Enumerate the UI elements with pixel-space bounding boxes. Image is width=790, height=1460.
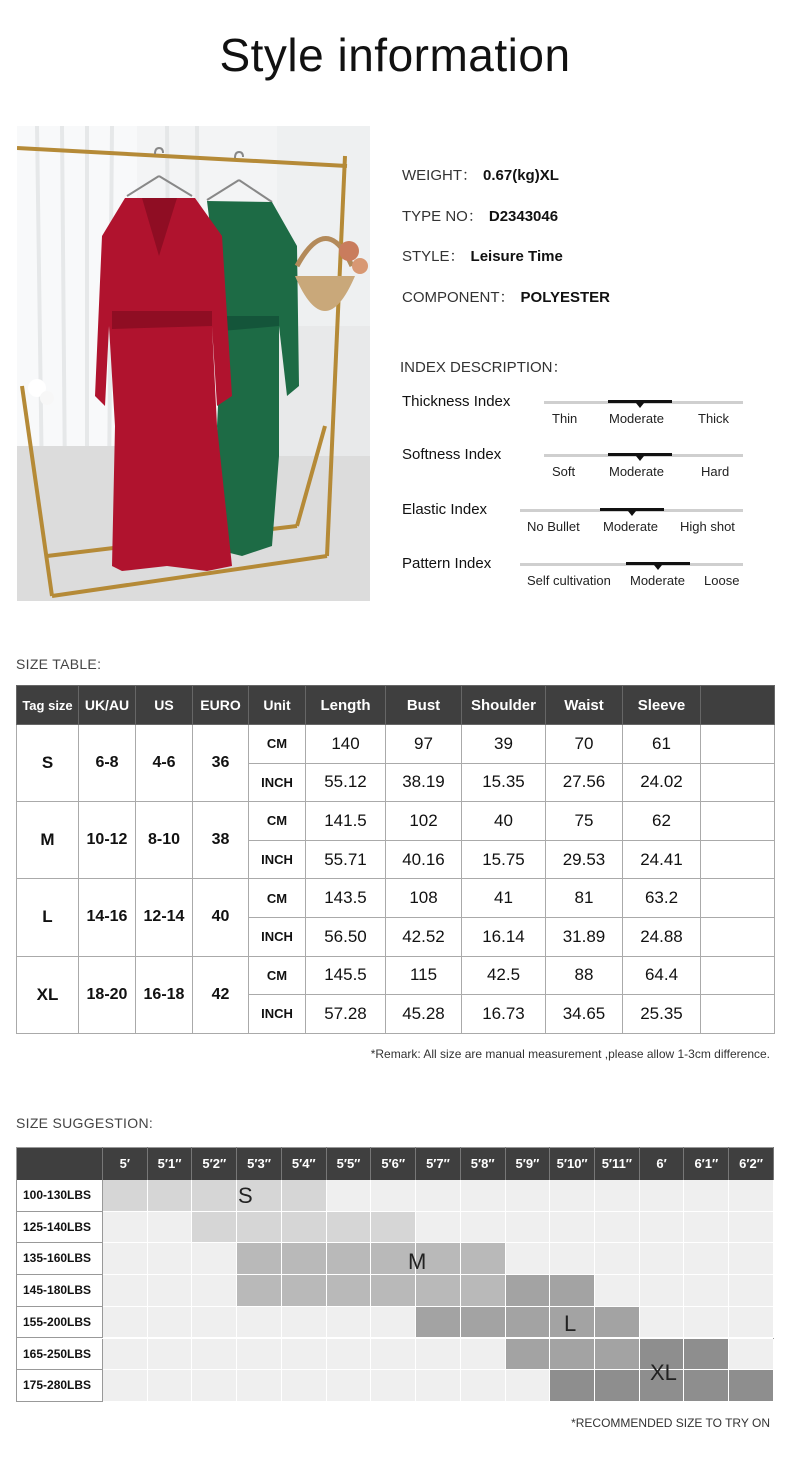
cell-bust: 45.28 — [386, 995, 462, 1034]
grid-cell-l — [506, 1275, 551, 1307]
grid-cell — [595, 1243, 640, 1275]
size-euro: 36 — [193, 725, 249, 802]
cell-length: 140 — [306, 725, 386, 764]
grid-cell — [729, 1212, 774, 1244]
grid-cell-l — [595, 1339, 640, 1371]
pattern-option-moderate: Moderate — [630, 573, 685, 588]
height-header: 5′2″ — [192, 1147, 237, 1180]
grid-cell — [640, 1212, 685, 1244]
thickness-option-moderate: Moderate — [609, 411, 664, 426]
grid-cell — [729, 1275, 774, 1307]
thickness-option-thick: Thick — [698, 411, 730, 426]
grid-cell — [416, 1180, 461, 1212]
elastic-index-pointer — [628, 511, 636, 516]
grid-cell-m — [371, 1275, 416, 1307]
size-table-header-row — [17, 686, 775, 725]
cell-blank — [701, 802, 775, 841]
softness-option-hard: Hard — [701, 464, 730, 479]
size-tag: L — [17, 879, 79, 956]
size-euro: 38 — [193, 802, 249, 879]
grid-cell — [103, 1370, 148, 1402]
grid-cell — [282, 1339, 327, 1371]
grid-cell — [103, 1275, 148, 1307]
size-suggestion-grid — [16, 1147, 774, 1402]
grid-cell-l — [550, 1339, 595, 1371]
grid-cell-m — [237, 1243, 282, 1275]
info-style-value: Leisure Time — [470, 248, 563, 265]
grid-cell — [595, 1212, 640, 1244]
unit-inch: INCH — [249, 995, 306, 1034]
header-corner — [16, 1147, 103, 1180]
col-header-blank — [701, 686, 775, 725]
dress-rack-illustration — [17, 126, 370, 601]
cell-sleeve: 24.41 — [623, 840, 701, 879]
grid-cell — [148, 1243, 193, 1275]
cell-waist: 31.89 — [546, 917, 623, 956]
cell-waist: 27.56 — [546, 763, 623, 802]
grid-cell-xl — [595, 1370, 640, 1402]
size-tag: XL — [17, 956, 79, 1033]
grid-cell — [595, 1275, 640, 1307]
elastic-option-moderate: Moderate — [603, 519, 658, 534]
grid-cell — [192, 1339, 237, 1371]
height-header: 5′3″ — [237, 1147, 282, 1180]
info-component — [402, 286, 610, 307]
cell-sleeve: 64.4 — [623, 956, 701, 995]
grid-cell — [461, 1212, 506, 1244]
weight-row-label: 145-180LBS — [16, 1275, 103, 1307]
unit-inch: INCH — [249, 763, 306, 802]
size-tag: M — [17, 802, 79, 879]
pattern-index-label: Pattern Index — [402, 555, 492, 572]
size-euro: 40 — [193, 879, 249, 956]
cell-blank — [701, 840, 775, 879]
grid-cell-m — [237, 1275, 282, 1307]
col-header-length: Length — [306, 686, 386, 725]
cell-shoulder: 42.5 — [462, 956, 546, 995]
grid-cell — [282, 1370, 327, 1402]
cell-shoulder: 16.14 — [462, 917, 546, 956]
cell-length: 145.5 — [306, 956, 386, 995]
grid-cell — [550, 1180, 595, 1212]
grid-cell — [461, 1370, 506, 1402]
info-weight-value: 0.67(kg)XL — [483, 167, 559, 184]
size-zone-label: S — [238, 1183, 253, 1208]
grid-cell-s — [371, 1212, 416, 1244]
softness-option-moderate: Moderate — [609, 464, 664, 479]
grid-cell-s — [327, 1212, 372, 1244]
grid-cell — [506, 1212, 551, 1244]
cell-blank — [701, 725, 775, 764]
size-uk-au: 18-20 — [79, 956, 136, 1033]
unit-inch: INCH — [249, 917, 306, 956]
cell-blank — [701, 917, 775, 956]
grid-cell — [148, 1370, 193, 1402]
grid-cell-s — [237, 1212, 282, 1244]
grid-cell — [640, 1307, 685, 1339]
cell-sleeve: 63.2 — [623, 879, 701, 918]
softness-index-pointer — [636, 456, 644, 461]
weight-row-label: 165-250LBS — [16, 1339, 103, 1371]
height-header: 5′7″ — [416, 1147, 461, 1180]
grid-cell — [550, 1243, 595, 1275]
grid-cell — [103, 1307, 148, 1339]
cell-sleeve: 24.88 — [623, 917, 701, 956]
cell-shoulder: 40 — [462, 802, 546, 841]
size-us: 16-18 — [136, 956, 193, 1033]
table-row — [17, 879, 775, 918]
grid-cell — [506, 1180, 551, 1212]
grid-cell — [327, 1370, 372, 1402]
cell-blank — [701, 879, 775, 918]
cell-sleeve: 61 — [623, 725, 701, 764]
size-table-label: SIZE TABLE: — [16, 656, 102, 672]
col-header-unit: Unit — [249, 686, 306, 725]
pattern-option-loose: Loose — [704, 573, 740, 588]
table-row — [17, 802, 775, 841]
grid-cell-m — [416, 1275, 461, 1307]
size-table — [16, 685, 775, 1034]
grid-cell-s — [148, 1180, 193, 1212]
grid-cell-s — [282, 1180, 327, 1212]
unit-cm: CM — [249, 725, 306, 764]
cell-shoulder: 15.75 — [462, 840, 546, 879]
pattern-option-self-cultivation: Self cultivation — [527, 573, 611, 588]
recommended-size-note: *RECOMMENDED SIZE TO TRY ON — [571, 1416, 770, 1430]
grid-cell — [371, 1339, 416, 1371]
grid-cell — [327, 1339, 372, 1371]
cell-bust: 97 — [386, 725, 462, 764]
cell-blank — [701, 763, 775, 802]
info-type-no — [402, 205, 558, 226]
cell-sleeve: 24.02 — [623, 763, 701, 802]
grid-cell — [103, 1243, 148, 1275]
size-zone-label: L — [564, 1311, 577, 1336]
grid-cell — [684, 1243, 729, 1275]
grid-cell — [148, 1307, 193, 1339]
measurement-remark: *Remark: All size are manual measurement ,please allow 1-3cm difference. — [370, 1047, 770, 1061]
height-header: 5′6″ — [371, 1147, 416, 1180]
cell-length: 143.5 — [306, 879, 386, 918]
grid-cell — [595, 1180, 640, 1212]
elastic-option-high-shot: High shot — [680, 519, 735, 534]
grid-cell — [461, 1339, 506, 1371]
info-weight-label: WEIGHT： — [402, 167, 477, 184]
grid-cell — [148, 1339, 193, 1371]
grid-cell — [237, 1370, 282, 1402]
grid-cell-l — [506, 1307, 551, 1339]
grid-cell-m — [327, 1243, 372, 1275]
grid-cell — [192, 1307, 237, 1339]
info-component-label: COMPONENT： — [402, 289, 515, 306]
weight-row-label: 175-280LBS — [16, 1370, 103, 1402]
size-zone-label: M — [408, 1249, 427, 1274]
cell-waist: 70 — [546, 725, 623, 764]
table-row — [17, 956, 775, 995]
grid-cell — [640, 1180, 685, 1212]
size-us: 4-6 — [136, 725, 193, 802]
grid-cell-m — [461, 1243, 506, 1275]
height-header: 5′1″ — [148, 1147, 193, 1180]
cell-length: 56.50 — [306, 917, 386, 956]
grid-cell — [371, 1307, 416, 1339]
softness-option-soft: Soft — [552, 464, 576, 479]
cell-waist: 34.65 — [546, 995, 623, 1034]
grid-cell — [327, 1180, 372, 1212]
col-header-euro: EURO — [193, 686, 249, 725]
info-weight — [402, 164, 559, 185]
info-type-no-value: D2343046 — [488, 208, 559, 225]
thickness-index-pointer — [636, 403, 644, 408]
grid-cell — [371, 1370, 416, 1402]
size-euro: 42 — [193, 956, 249, 1033]
col-header-uk-au: UK/AU — [79, 686, 136, 725]
col-header-bust: Bust — [386, 686, 462, 725]
page-title: Style information — [219, 29, 571, 81]
elastic-option-no-bullet: No Bullet — [527, 519, 580, 534]
grid-cell-l — [416, 1307, 461, 1339]
grid-cell — [461, 1180, 506, 1212]
height-header: 6′ — [640, 1147, 685, 1180]
grid-cell-m — [327, 1275, 372, 1307]
size-us: 8-10 — [136, 802, 193, 879]
grid-cell — [103, 1212, 148, 1244]
grid-cell — [684, 1180, 729, 1212]
thickness-option-thin: Thin — [552, 411, 578, 426]
grid-cell-l — [595, 1307, 640, 1339]
cell-blank — [701, 956, 775, 995]
height-header: 5′4″ — [282, 1147, 327, 1180]
cell-shoulder: 15.35 — [462, 763, 546, 802]
grid-cell — [506, 1243, 551, 1275]
size-uk-au: 14-16 — [79, 879, 136, 956]
grid-cell — [416, 1370, 461, 1402]
grid-cell — [192, 1275, 237, 1307]
grid-cell — [416, 1212, 461, 1244]
unit-cm: CM — [249, 879, 306, 918]
grid-cell — [237, 1339, 282, 1371]
grid-cell-s — [103, 1180, 148, 1212]
height-header: 5′9″ — [506, 1147, 551, 1180]
grid-cell — [729, 1339, 774, 1371]
grid-cell-xl — [684, 1370, 729, 1402]
cell-bust: 102 — [386, 802, 462, 841]
grid-cell-xl — [550, 1370, 595, 1402]
cell-sleeve: 62 — [623, 802, 701, 841]
unit-cm: CM — [249, 802, 306, 841]
cell-blank — [701, 995, 775, 1034]
grid-cell-m — [282, 1275, 327, 1307]
weight-row-label: 100-130LBS — [16, 1180, 103, 1212]
grid-cell — [371, 1180, 416, 1212]
info-component-value: POLYESTER — [520, 289, 610, 306]
cell-bust: 108 — [386, 879, 462, 918]
cell-bust: 42.52 — [386, 917, 462, 956]
grid-cell-s — [192, 1212, 237, 1244]
grid-cell — [327, 1307, 372, 1339]
height-header: 5′11″ — [595, 1147, 640, 1180]
grid-cell-s — [192, 1180, 237, 1212]
grid-cell — [684, 1307, 729, 1339]
size-suggestion-label: SIZE SUGGESTION: — [16, 1115, 154, 1131]
weight-row-label: 135-160LBS — [16, 1243, 103, 1275]
grid-cell-m — [461, 1275, 506, 1307]
softness-index-label: Softness Index — [402, 446, 502, 463]
index-description-title: INDEX DESCRIPTION： — [400, 359, 568, 376]
col-header-tag-size: Tag size — [17, 686, 79, 725]
size-tag: S — [17, 725, 79, 802]
cell-bust: 115 — [386, 956, 462, 995]
size-us: 12-14 — [136, 879, 193, 956]
info-style-label: STYLE： — [402, 248, 465, 265]
grid-cell — [148, 1212, 193, 1244]
grid-cell — [192, 1370, 237, 1402]
grid-cell — [192, 1243, 237, 1275]
product-photo — [17, 126, 370, 601]
size-zone-label: XL — [650, 1360, 677, 1385]
grid-cell — [103, 1339, 148, 1371]
cell-shoulder: 39 — [462, 725, 546, 764]
unit-cm: CM — [249, 956, 306, 995]
weight-row-label: 155-200LBS — [16, 1307, 103, 1339]
table-row — [17, 725, 775, 764]
info-style — [402, 245, 563, 266]
cell-shoulder: 41 — [462, 879, 546, 918]
height-header: 5′8″ — [461, 1147, 506, 1180]
cell-waist: 88 — [546, 956, 623, 995]
pattern-index-pointer — [654, 565, 662, 570]
col-header-sleeve: Sleeve — [623, 686, 701, 725]
grid-cell — [640, 1243, 685, 1275]
cell-length: 57.28 — [306, 995, 386, 1034]
cell-waist: 75 — [546, 802, 623, 841]
grid-cell-xl — [729, 1370, 774, 1402]
grid-cell — [684, 1275, 729, 1307]
weight-row-label: 125-140LBS — [16, 1212, 103, 1244]
grid-cell — [506, 1370, 551, 1402]
cell-length: 55.12 — [306, 763, 386, 802]
cell-length: 55.71 — [306, 840, 386, 879]
info-type-no-label: TYPE NO： — [402, 208, 483, 225]
grid-cell — [237, 1307, 282, 1339]
cell-waist: 29.53 — [546, 840, 623, 879]
elastic-index-label: Elastic Index — [402, 501, 488, 518]
grid-cell — [729, 1307, 774, 1339]
thickness-index-label: Thickness Index — [402, 393, 511, 410]
height-header: 5′10″ — [550, 1147, 595, 1180]
unit-inch: INCH — [249, 840, 306, 879]
grid-cell-l — [550, 1275, 595, 1307]
grid-cell — [550, 1212, 595, 1244]
size-uk-au: 10-12 — [79, 802, 136, 879]
col-header-shoulder: Shoulder — [462, 686, 546, 725]
grid-cell-l — [461, 1307, 506, 1339]
col-header-waist: Waist — [546, 686, 623, 725]
grid-cell-l — [506, 1339, 551, 1371]
height-header: 5′5″ — [327, 1147, 372, 1180]
cell-shoulder: 16.73 — [462, 995, 546, 1034]
grid-cell — [148, 1275, 193, 1307]
grid-cell — [684, 1212, 729, 1244]
cell-bust: 40.16 — [386, 840, 462, 879]
cell-bust: 38.19 — [386, 763, 462, 802]
cell-waist: 81 — [546, 879, 623, 918]
grid-cell-s — [282, 1212, 327, 1244]
grid-cell — [640, 1275, 685, 1307]
cell-length: 141.5 — [306, 802, 386, 841]
height-header: 6′2″ — [729, 1147, 774, 1180]
col-header-us: US — [136, 686, 193, 725]
grid-cell — [282, 1307, 327, 1339]
grid-cell — [729, 1180, 774, 1212]
height-header: 5′ — [103, 1147, 148, 1180]
cell-sleeve: 25.35 — [623, 995, 701, 1034]
grid-cell-xl — [684, 1339, 729, 1371]
height-header: 6′1″ — [684, 1147, 729, 1180]
grid-cell-m — [282, 1243, 327, 1275]
size-uk-au: 6-8 — [79, 725, 136, 802]
grid-cell — [729, 1243, 774, 1275]
grid-cell — [416, 1339, 461, 1371]
